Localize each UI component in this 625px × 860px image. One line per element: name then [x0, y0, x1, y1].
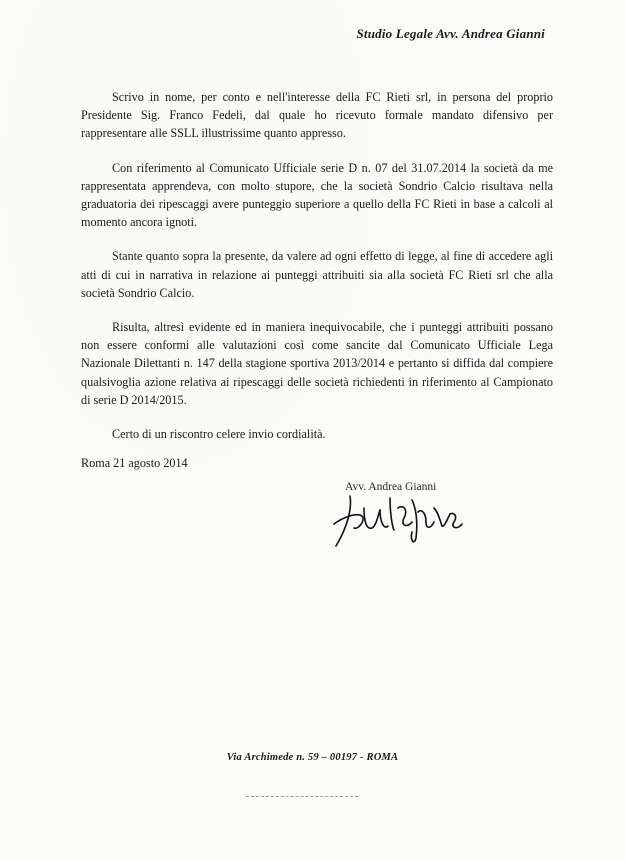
place-date: Roma 21 agosto 2014: [81, 456, 188, 470]
paragraph-formal-warning: Risulta, altresì evidente ed in maniera inequivocabile, che i punteggi attribuiti possano non essere conformi alle valutazioni così come sancite dal Comunicato Ufficiale Lega Nazionale Dilettanti n. 147 della stagione sportiva 2013/2014 e pertanto si diffida dal compiere qualsivoglia azione relativa ai ripescaggi delle società richiedenti in riferimento al Campionato di serie D 2014/2015.: [81, 320, 553, 407]
handwritten-signature: [328, 478, 478, 553]
footer-divider: [246, 796, 358, 797]
paragraph-access-request: Stante quanto sopra la presente, da valere ad ogni effetto di legge, al fine di accedere agli atti di cui in narrativa in relazione ai punteggi attribuiti sia alla società FC Rieti srl che alla società Sondrio Calcio.: [81, 249, 553, 300]
paragraph-closing: Certo di un riscontro celere invio cordialità.: [112, 427, 326, 442]
signer-name: Avv. Andrea Gianni: [345, 481, 437, 493]
letterhead-firm-name: Studio Legale Avv. Andrea Gianni: [356, 26, 545, 41]
paragraph-mandate: Scrivo in nome, per conto e nell'interesse della FC Rieti srl, in persona del proprio Presidente Sig. Franco Fedeli, dal quale ho ricevuto formale mandato difensivo per rappresentare alle SSLL illustrissime quanto appresso.: [81, 90, 553, 141]
footer-address: Via Archimede n. 59 – 00197 - ROMA: [226, 752, 399, 763]
letter-body: [81, 88, 553, 457]
paragraph-official-communication: Con riferimento al Comunicato Ufficiale serie D n. 07 del 31.07.2014 la società da me rappresentata apprendeva, con molto stupore, che la società Sondrio Calcio risultava nella graduatoria dei ripescaggi avere punteggio superiore a quello della FC Rieti in base a calcoli al momento ancora ignoti.: [81, 160, 553, 230]
